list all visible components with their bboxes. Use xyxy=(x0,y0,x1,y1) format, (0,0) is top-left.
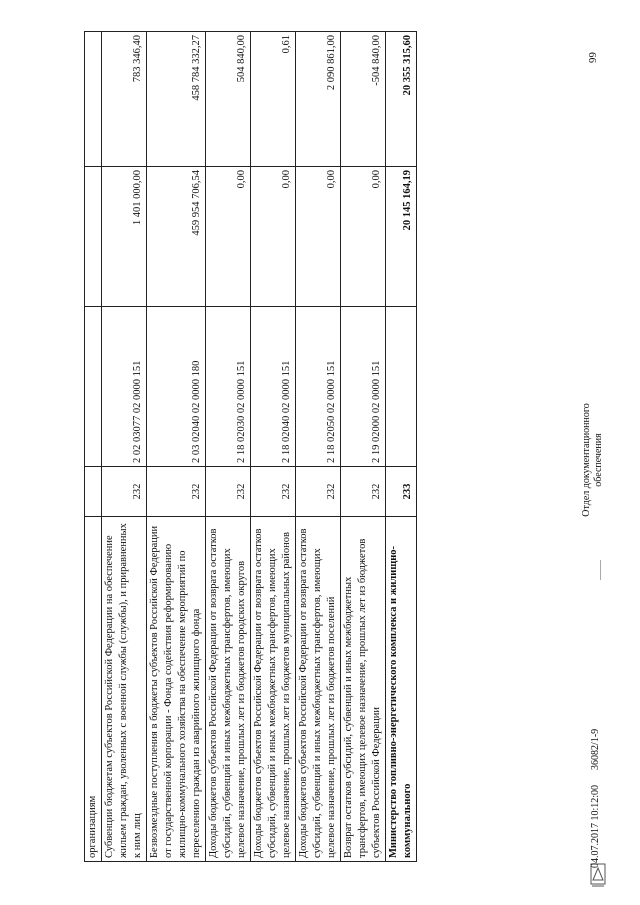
footer-timestamp: 04.07.2017 10:12:00 36082/1-9 xyxy=(590,728,601,868)
scan-mark xyxy=(600,560,601,580)
table-cell-code: 232 xyxy=(102,467,147,517)
footer-doc-code: 36082/1-9 xyxy=(590,728,601,770)
table-cell-name: Доходы бюджетов субъектов Российской Федерации от возврата остатков субсидий, субвенций и иных межбюджетных трансфертов, имеющих целевое назначение, прошлых лет из бюджетов поселений xyxy=(296,517,341,862)
table-cell-col5: 504 840,00 xyxy=(206,32,251,167)
table-cell-code: 232 xyxy=(296,467,341,517)
table-cell-col4: 459 954 706,54 xyxy=(147,167,206,307)
table-cell-name: Возврат остатков субсидий, субвенций и иных межбюджетных трансфертов, имеющих целевое назначение, прошлых лет из бюджетов субъектов Российской Федерации xyxy=(341,517,386,862)
table-cell-col4: 0,00 xyxy=(341,167,386,307)
table-cell-kbk xyxy=(386,307,417,467)
table-cell-col4: 1 401 000,00 xyxy=(102,167,147,307)
table-cell-name: Доходы бюджетов субъектов Российской Федерации от возврата остатков субсидий, субвенций и иных межбюджетных трансфертов, имеющих целевое назначение, прошлых лет из бюджетов муниципальных районов xyxy=(251,517,296,862)
table-row xyxy=(386,32,417,862)
table-cell-name: Министерство топливно-энергетического комплекса и жилищно-коммунального xyxy=(386,517,417,862)
table-cell-kbk: 2 18 02040 02 0000 151 xyxy=(251,307,296,467)
footer-department: Отдел документационного обеспечения xyxy=(581,403,604,517)
table-row xyxy=(341,32,386,862)
table-row xyxy=(296,32,341,862)
table-row xyxy=(85,32,102,862)
table-cell-kbk: 2 18 02050 02 0000 151 xyxy=(296,307,341,467)
table-cell-code xyxy=(85,467,102,517)
table-cell-code: 232 xyxy=(147,467,206,517)
table-cell-col5: 783 346,40 xyxy=(102,32,147,167)
table-cell-kbk: 2 03 02040 02 0000 180 xyxy=(147,307,206,467)
table-cell-col5: 458 784 332,27 xyxy=(147,32,206,167)
table-row xyxy=(251,32,296,862)
table-cell-col5: 20 355 315,60 xyxy=(386,32,417,167)
table-cell-col4: 0,00 xyxy=(296,167,341,307)
table-cell-code: 232 xyxy=(341,467,386,517)
table-cell-kbk xyxy=(85,307,102,467)
table-row xyxy=(102,32,147,862)
table-cell-kbk: 2 19 02000 02 0000 151 xyxy=(341,307,386,467)
table-cell-col5 xyxy=(85,32,102,167)
table-cell-col5: 0,61 xyxy=(251,32,296,167)
table-cell-kbk: 2 18 02030 02 0000 151 xyxy=(206,307,251,467)
table-cell-code: 233 xyxy=(386,467,417,517)
table-row xyxy=(206,32,251,862)
page-number: 66 xyxy=(586,52,598,63)
table-cell-col5: 2 090 861,00 xyxy=(296,32,341,167)
table-cell-col4 xyxy=(85,167,102,307)
table-cell-name: Субвенции бюджетам субъектов Российской Федерации на обеспечение жильем граждан, уволенных с военной службы (службы), и приравненных к ним лиц xyxy=(102,517,147,862)
table-cell-col4: 0,00 xyxy=(251,167,296,307)
table-row xyxy=(147,32,206,862)
table-cell-code: 232 xyxy=(251,467,296,517)
table-cell-col5: -504 840,00 xyxy=(341,32,386,167)
table-cell-code: 232 xyxy=(206,467,251,517)
revenue-table xyxy=(84,31,417,862)
table-cell-col4: 20 145 164,19 xyxy=(386,167,417,307)
table-cell-kbk: 2 02 03077 02 0000 151 xyxy=(102,307,147,467)
table-cell-name: Безвозмездные поступления в бюджеты субъектов Российской Федерации от государственной корпорации - Фонда содействия реформированию жилищно-коммунального хозяйства на обеспечение мероприятий по переселению граждан из аварийного жилищного фонда xyxy=(147,517,206,862)
table-cell-col4: 0,00 xyxy=(206,167,251,307)
table-cell-name: организациям xyxy=(85,517,102,862)
table-cell-name: Доходы бюджетов субъектов Российской Федерации от возврата остатков субсидий, субвенций и иных межбюджетных трансфертов, имеющих целевое назначение, прошлых лет из бюджетов городских округов xyxy=(206,517,251,862)
